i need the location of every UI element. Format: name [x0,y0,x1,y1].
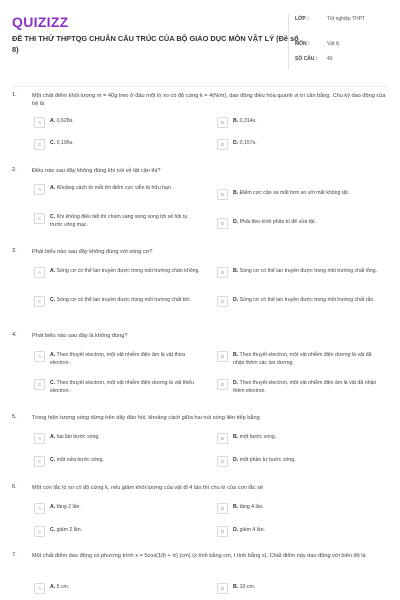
option-text: 5 cm. [56,584,70,590]
option-text: giảm 2 lần. [56,527,83,533]
option-key: D. [233,457,239,463]
option-letter: B [217,351,228,362]
option-text: 0,157s. [239,140,257,146]
option-text: Theo thuyết electron, một vật nhiễm điện dương là vật đã nhận thêm các ion dương. [233,352,372,366]
option-letter: B [217,583,228,594]
option-key: B. [233,434,239,440]
option-letter: D [217,218,228,229]
header-divider [12,86,388,87]
option-letter: B [217,117,228,128]
option-letter: C [34,526,45,537]
worksheet-meta [288,14,388,70]
meta-class-value: Tốt nghiệp THPT [327,16,365,22]
option-key: C. [50,527,56,533]
option-text: Sóng cơ có thể lan truyền được trong môi trường chất rắn. [239,297,375,303]
question-number: 2. [12,167,17,173]
option-text: một bước sóng. [239,434,277,440]
option-text: Theo thuyết electron, một vật nhiễm điện dương là vật thiếu electron. [50,380,195,394]
option-letter: D [217,526,228,537]
option-letter: A [34,117,45,128]
option-text: giảm 4 lần. [239,527,266,533]
option-text: Sóng cơ có thể lan truyền được trong môi trường chân không. [56,268,200,274]
option-key: A. [50,504,56,510]
option-key: A. [50,268,56,274]
option-key: B. [233,118,239,124]
option-letter: D [217,379,228,390]
option-key: D. [233,380,239,386]
option-key: B. [233,504,239,510]
question-number: 4. [12,332,17,338]
option-key: B. [233,268,239,274]
option-letter: A [34,267,45,278]
option-letter: A [34,351,45,362]
question-text: Một chất điểm khối lượng m = 40g treo ở đầu một lò xo có độ cứng k = 4(N/m), dao động điều hòa quanh vị trí cân bằng. Chu kỳ dao động của hệ là [32,93,386,108]
option-letter: B [217,433,228,444]
meta-class-label: LỚP : [295,16,309,22]
worksheet-header [12,14,388,80]
option-key: C. [50,214,56,220]
option-text: 0,196s. [56,140,74,146]
question-number: 7. [12,552,17,558]
question-text: Điều nào sau đây không đúng khi nói về tật cận thị? [32,168,161,174]
option-key: D. [233,140,239,146]
option-letter: B [217,503,228,514]
option-key: C. [50,140,56,146]
option-key: A. [50,584,56,590]
option-key: D. [233,527,239,533]
option-key: D. [233,219,239,225]
option-key: D. [233,297,239,303]
option-text: Khi không điều tiết thì chùm sáng song song tới sẽ hội tụ trước võng mạc. [50,214,188,228]
option-letter: D [217,139,228,150]
option-key: C. [50,380,56,386]
option-letter: B [217,267,228,278]
option-text: Theo thuyết electron, một vật nhiễm điện âm là vật đã nhận thêm electron. [233,380,377,394]
option-letter: D [217,296,228,307]
option-key: C. [50,297,56,303]
question-number: 1. [12,92,17,98]
option-letter: B [217,189,228,200]
question-number: 5. [12,414,17,420]
option-text: một phần tư bước sóng. [239,457,296,463]
option-text: Sóng cơ có thể lan truyền được trong môi trường chất khí. [56,297,192,303]
option-key: B. [233,352,239,358]
meta-count-value: 40 [327,56,333,62]
option-key: A. [50,434,56,440]
question-text: Phát biểu nào sau đây không đúng với sóng cơ? [32,249,153,255]
option-text: 0,314s. [239,118,257,124]
option-text: Theo thuyết electron, một vật nhiễm điện âm là vật thừa electron. [50,352,186,366]
option-key: A. [50,352,56,358]
option-letter: C [34,296,45,307]
option-text: một nửa bước sóng. [56,457,104,463]
option-text: hai lần bước sóng. [56,434,100,440]
question-text: Trong hiện tượng sóng dừng trên dây đàn hồi, khoảng cách giữa hai nút sóng liên tiếp bằng [32,415,260,421]
option-letter: C [34,456,45,467]
option-letter: A [34,433,45,444]
meta-count-label: SỐ CÂU : [295,56,318,62]
option-letter: C [34,213,45,224]
option-text: tăng 2 lần. [56,504,81,510]
meta-subject-value: Vật lý [327,41,340,47]
option-text: 0,628s. [56,118,74,124]
question-text: Một chất điểm dao động có phương trình x = 5cos(10t + π) (cm) (x tính bằng cm, t tính bằng s). Chất điểm này dao động với biên độ là [32,553,366,559]
option-text: 10 cm. [239,584,256,590]
option-key: C. [50,457,56,463]
question-text: Phát biểu nào sau đây là không đúng? [32,333,128,339]
quizizz-logo: QUIZIZZ [12,14,69,30]
option-letter: C [34,139,45,150]
option-text: Điểm cực cận xa mắt hơn so với mắt không tật. [239,190,350,196]
option-key: A. [50,118,56,124]
option-letter: C [34,379,45,390]
option-key: B. [233,190,239,196]
option-letter: A [34,503,45,514]
option-letter: D [217,456,228,467]
option-letter: A [34,184,45,195]
option-letter: A [34,583,45,594]
option-text: Phải đeo kính phân kì để sửa tật. [239,219,317,225]
option-text: Khoảng cách từ mắt tới điểm cực viễn là hữu hạn. [56,185,173,191]
question-text: Một con lắc lò xo có độ cứng k, nếu giảm khối lượng của vật đi 4 lần thì chu kì của con lắc sẽ [32,485,263,491]
question-number: 6. [12,484,17,490]
option-key: A. [50,185,56,191]
option-text: Sóng cơ có thể lan truyền được trong môi trường chất lỏng. [239,268,378,274]
meta-subject-label: MÔN : [295,41,310,47]
worksheet-title: ĐỀ THI THỬ THPTQG CHUẨN CẤU TRÚC CỦA BỘ GIÁO DỤC MÔN VẬT LÝ (Đề số 8) [12,34,299,54]
option-text: tăng 4 lần. [239,504,264,510]
question-number: 3. [12,248,17,254]
option-key: B. [233,584,239,590]
